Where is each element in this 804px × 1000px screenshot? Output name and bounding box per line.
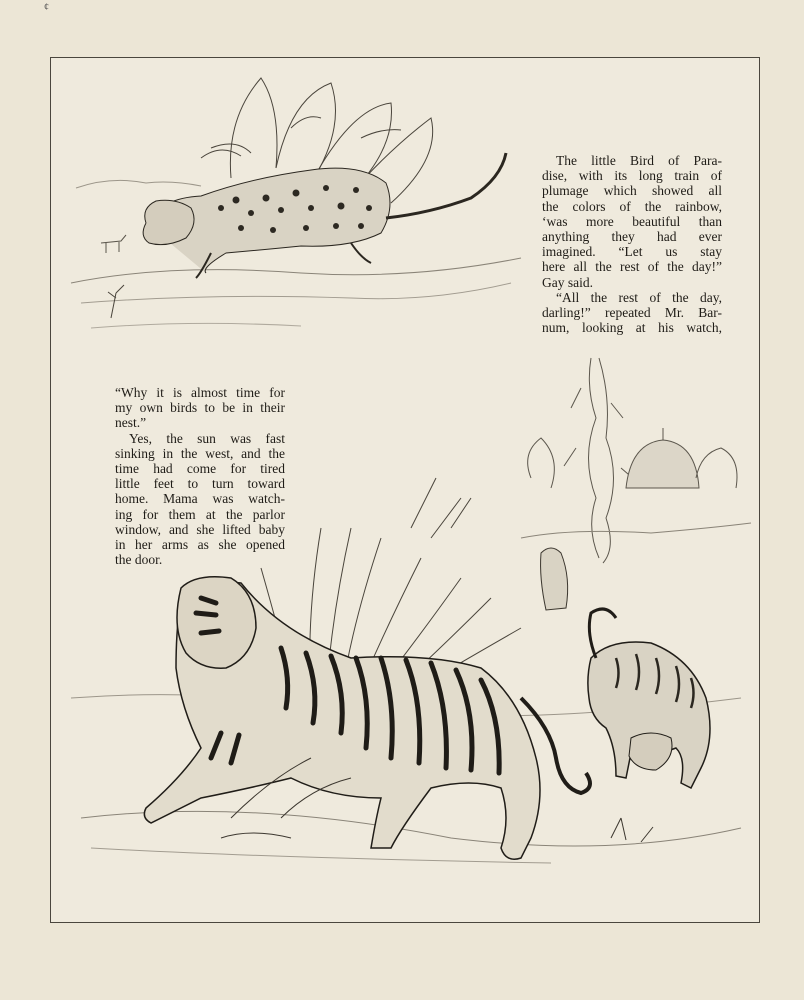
small-cat <box>541 548 568 610</box>
text-line: ing for them at the parlor <box>115 506 285 522</box>
text-line: anything they had ever <box>542 229 722 245</box>
text-line: window, and she lifted baby <box>115 521 285 537</box>
text-line: darling!” repeated Mr. Bar- <box>542 305 722 321</box>
text-line: the door. <box>115 552 163 568</box>
text-line: The little Bird of Para- <box>556 153 722 168</box>
dome <box>626 440 699 488</box>
text-line: time had come for tired <box>115 461 285 477</box>
text-line: “Why it is almost time for <box>115 385 285 400</box>
text-line: nest.” <box>115 415 147 431</box>
text-line: little feet to turn toward <box>115 476 285 492</box>
text-line: in her arms as she opened <box>115 537 285 553</box>
text-line: num, looking at his watch, <box>542 320 722 336</box>
text-line: here all the rest of the day!” <box>542 259 722 275</box>
text-line: home. Mama was watch- <box>115 491 285 507</box>
text-line: Gay said. <box>542 274 593 290</box>
paragraph-sunset-home <box>115 385 285 567</box>
hyena-head <box>629 733 672 770</box>
page-mark: ¢ <box>44 2 49 13</box>
text-line: ‘was more beautiful than <box>542 213 722 229</box>
illustrated-page-plate <box>50 57 760 923</box>
paragraph-bird-of-paradise <box>542 153 722 335</box>
tiger-head <box>177 577 256 668</box>
text-line: my own birds to be in their <box>115 400 285 416</box>
text-line: imagined. “Let us stay <box>542 244 722 260</box>
background-landscape <box>521 358 751 563</box>
text-line: plumage which showed all <box>542 183 722 199</box>
text-line: Yes, the sun was fast <box>129 430 285 446</box>
text-line: the colors of the rainbow, <box>542 198 722 214</box>
text-line: sinking in the west, and the <box>115 445 285 461</box>
text-line: dise, with its long train of <box>542 168 722 184</box>
text-line: “All the rest of the day, <box>556 289 722 305</box>
